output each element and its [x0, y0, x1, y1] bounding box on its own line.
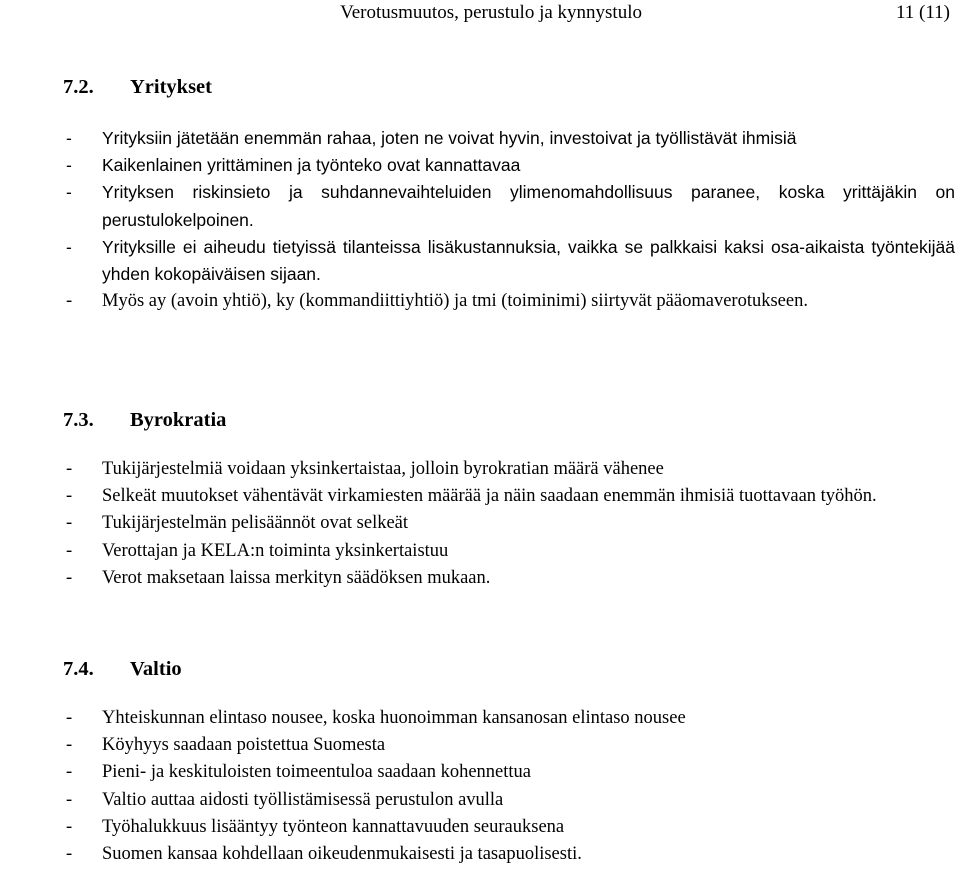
list-item-text: Verot maksetaan laissa merkityn säädöksen mukaan.: [102, 567, 491, 588]
list-item-text: Köyhyys saadaan poistettua Suomesta: [102, 735, 386, 756]
bullet-dash: -: [66, 128, 72, 148]
page-number: 11 (11): [896, 2, 950, 23]
section-heading: [63, 656, 955, 682]
list-item: [63, 125, 955, 152]
section-heading: [63, 74, 955, 100]
list-item: [63, 759, 955, 786]
list-item-text: Tukijärjestelmän pelisäännöt ovat selkeät: [102, 513, 409, 534]
list-item-text: Suomen kansaa kohdellaan oikeudenmukaisesti ja tasapuolisesti.: [102, 844, 582, 865]
bullet-list: [63, 125, 955, 315]
list-item: [63, 152, 955, 179]
section-title: Yritykset: [130, 76, 212, 98]
list-item: [63, 787, 955, 814]
bullet-dash: -: [66, 486, 73, 507]
bullet-dash: -: [66, 789, 73, 810]
list-item-text: Pieni- ja keskituloisten toimeentuloa saadaan kohennettua: [102, 762, 531, 783]
list-item: [63, 705, 955, 732]
bullet-dash: -: [66, 291, 73, 312]
list-item-text: Yrityksen riskinsieto ja suhdannevaihteluiden ylimenomahdollisuus paranee, koska yrittäjäkin on perustulokelpoinen.: [102, 182, 955, 230]
section-title: Byrokratia: [130, 409, 227, 431]
section-valtio: [63, 656, 955, 865]
bullet-dash: -: [66, 182, 72, 203]
section-number: 7.2.: [63, 76, 94, 98]
list-item-text: Yhteiskunnan elintaso nousee, koska huonoimman kansanosan elintaso nousee: [102, 708, 686, 728]
list-item-text: Yrityksiin jätetään enemmän rahaa, joten ne voivat hyvin, investoivat ja työllistävät ihmisiä: [102, 128, 797, 148]
bullet-dash: -: [66, 540, 73, 561]
section-number: 7.3.: [63, 409, 94, 431]
bullet-dash: -: [66, 816, 73, 837]
list-item: [63, 456, 955, 483]
list-item: [63, 538, 955, 565]
list-item-text: Myös ay (avoin yhtiö), ky (kommandiittiyhtiö) ja tmi (toiminimi) siirtyvät pääomaverotukseen.: [102, 291, 808, 312]
section-heading: [63, 407, 955, 433]
list-item-text: Selkeät muutokset vähentävät virkamiesten määrää ja näin saadaan enemmän ihmisiä tuottavaan työhön.: [102, 486, 877, 507]
list-item-text: Kaikenlainen yrittäminen ja työnteko ovat kannattavaa: [102, 155, 521, 176]
bullet-list: [63, 456, 955, 592]
bullet-dash: -: [66, 735, 73, 756]
list-item: [63, 841, 955, 868]
list-item-text: Valtio auttaa aidosti työllistämisessä perustulon avulla: [102, 789, 504, 810]
bullet-dash: -: [66, 708, 73, 728]
bullet-dash: -: [66, 762, 73, 783]
bullet-dash: -: [66, 236, 72, 257]
bullet-dash: -: [66, 459, 73, 479]
list-item: [63, 814, 955, 841]
list-item: [63, 510, 955, 537]
section-title: Valtio: [130, 658, 182, 680]
section-number: 7.4.: [63, 658, 94, 680]
bullet-dash: -: [66, 155, 72, 176]
list-item-text: Yrityksille ei aiheudu tietyissä tilanteissa lisäkustannuksia, vaikka se palkkaisi kaksi osa-aikaista työntekijää yhden kokopäiväisen sijaan.: [102, 236, 955, 285]
list-item: [63, 732, 955, 759]
list-item: [63, 179, 955, 233]
bullet-dash: -: [66, 567, 73, 588]
bullet-dash: -: [66, 513, 73, 534]
section-yritykset: [63, 74, 955, 312]
list-item-text: Tukijärjestelmiä voidaan yksinkertaistaa, jolloin byrokratian määrä vähenee: [102, 459, 664, 479]
page-header: [0, 0, 960, 28]
document-title: Verotusmuutos, perustulo ja kynnystulo: [340, 2, 642, 23]
list-item: [63, 483, 955, 510]
bullet-list: [63, 705, 955, 868]
list-item-text: Verottajan ja KELA:n toiminta yksinkertaistuu: [102, 540, 449, 561]
bullet-dash: -: [66, 844, 73, 865]
list-item: [63, 288, 955, 315]
list-item: [63, 565, 955, 592]
section-byrokratia: [63, 407, 955, 588]
list-item-text: Työhalukkuus lisääntyy työnteon kannattavuuden seurauksena: [102, 816, 565, 837]
list-item: [63, 234, 955, 288]
